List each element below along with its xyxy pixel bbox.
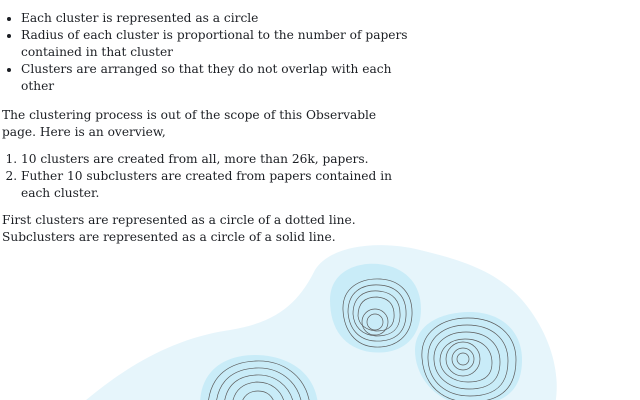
bullet-item: • Radius of each cluster is proportional to the number of papers contained in that cluster — [21, 27, 412, 61]
overview-paragraph: The clustering process is out of the scope of this Observable page. Here is an overview, — [2, 108, 377, 139]
feature-bullet-list — [2, 10, 412, 95]
bullet-item: • Each cluster is represented as a circle — [21, 10, 412, 27]
page-content — [2, 10, 412, 246]
legend-paragraph: First clusters are represented as a circle of a dotted line. Subclusters are represented as a circle of a solid line. — [2, 213, 356, 244]
cluster-visualization — [0, 230, 640, 400]
cluster-svg — [0, 230, 640, 400]
clustering-steps-list — [2, 151, 412, 202]
bullet-item: • Clusters are arranged so that they do not overlap with each other — [21, 61, 412, 95]
step-item: 2. Futher 10 subclusters are created from papers contained in each cluster. — [21, 168, 412, 202]
step-item: 1. 10 clusters are created from all, more than 26k, papers. — [21, 151, 412, 168]
